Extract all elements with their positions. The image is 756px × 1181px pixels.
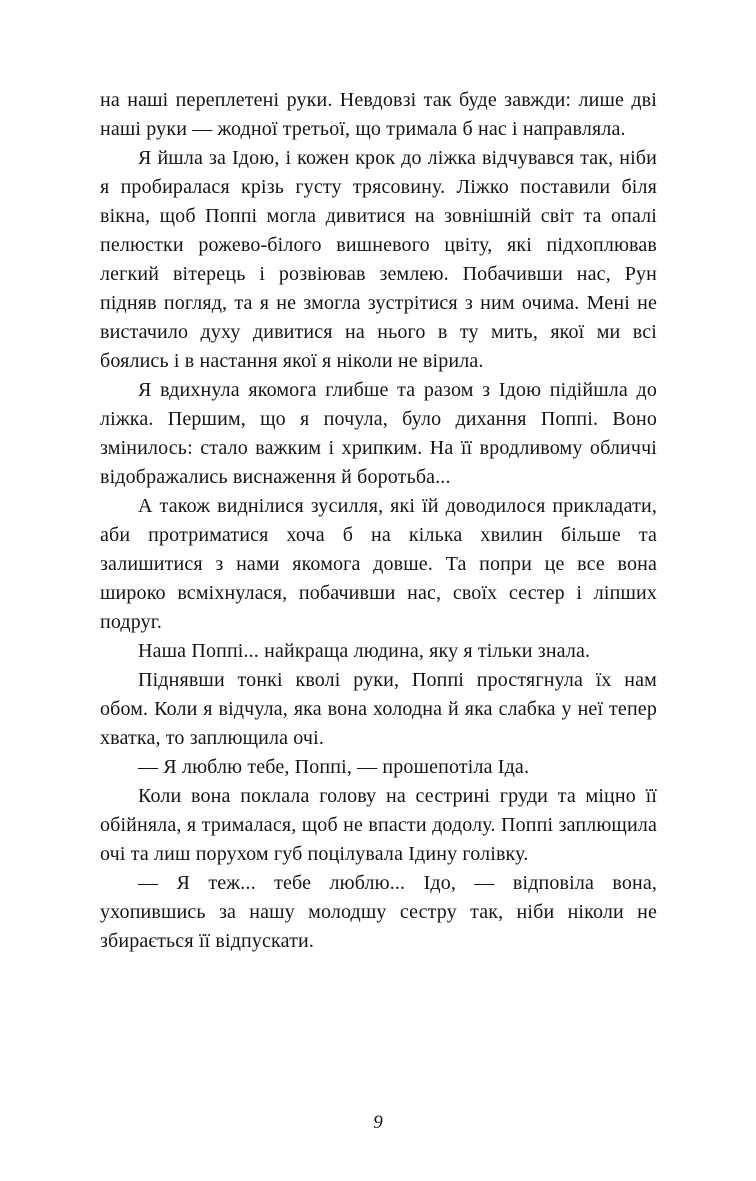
paragraph: на наші переплетені руки. Невдовзі так буде завжди: лише дві наші руки — жодної третьої, що тримала б нас і направляла. bbox=[100, 89, 657, 140]
paragraph-dialogue: — Я люблю тебе, Поппі, — прошепотіла Іда. bbox=[138, 756, 530, 778]
paragraph: А також виднілися зусилля, які їй доводилося прикладати, аби протриматися хоча б на кілька хвилин більше та залишитися з нами якомога довше. Та попри це все вона широко всміхнулася, побачивши нас, своїх сестер і ліпших подруг. bbox=[100, 495, 657, 633]
text-block bbox=[100, 86, 657, 956]
paragraph: Коли вона поклала голову на сестрині груди та міцно її обійняла, я трималася, щоб не впасти додолу. Поппі заплющила очі та лиш порухом губ поцілувала Ідину голівку. bbox=[100, 785, 657, 865]
paragraph: Наша Поппі... найкраща людина, яку я тільки знала. bbox=[138, 640, 591, 662]
paragraph: Піднявши тонкі кволі руки, Поппі простягнула їх нам обом. Коли я відчула, яка вона холодна й яка слабка у неї тепер хватка, то заплющила очі. bbox=[100, 669, 657, 749]
paragraph-dialogue: — Я теж... тебе люблю... Ідо, — відповіла вона, ухопившись за нашу молодшу сестру так, ніби ніколи не збирається її відпускати. bbox=[100, 872, 657, 952]
paragraph: Я йшла за Ідою, і кожен крок до ліжка відчувався так, ніби я пробиралася крізь густу трясовину. Ліжко поставили біля вікна, щоб Поппі могла дивитися на зовнішній світ та опалі пелюстки рожево-білого вишневого цвіту, які підхоплював легкий вітерець і розвіював землею. Побачивши нас, Рун підняв погляд, та я не змогла зустрітися з ним очима. Мені не вистачило духу дивитися на нього в ту мить, якої ми всі боялись і в настання якої я ніколи не вірила. bbox=[100, 147, 657, 372]
page-number: 9 bbox=[373, 1112, 383, 1133]
paragraph: Я вдихнула якомога глибше та разом з Ідою підійшла до ліжка. Першим, що я почула, було дихання Поппі. Воно змінилось: стало важким і хрипким. На її вродливому обличчі відображались виснаження й боротьба... bbox=[100, 379, 657, 488]
